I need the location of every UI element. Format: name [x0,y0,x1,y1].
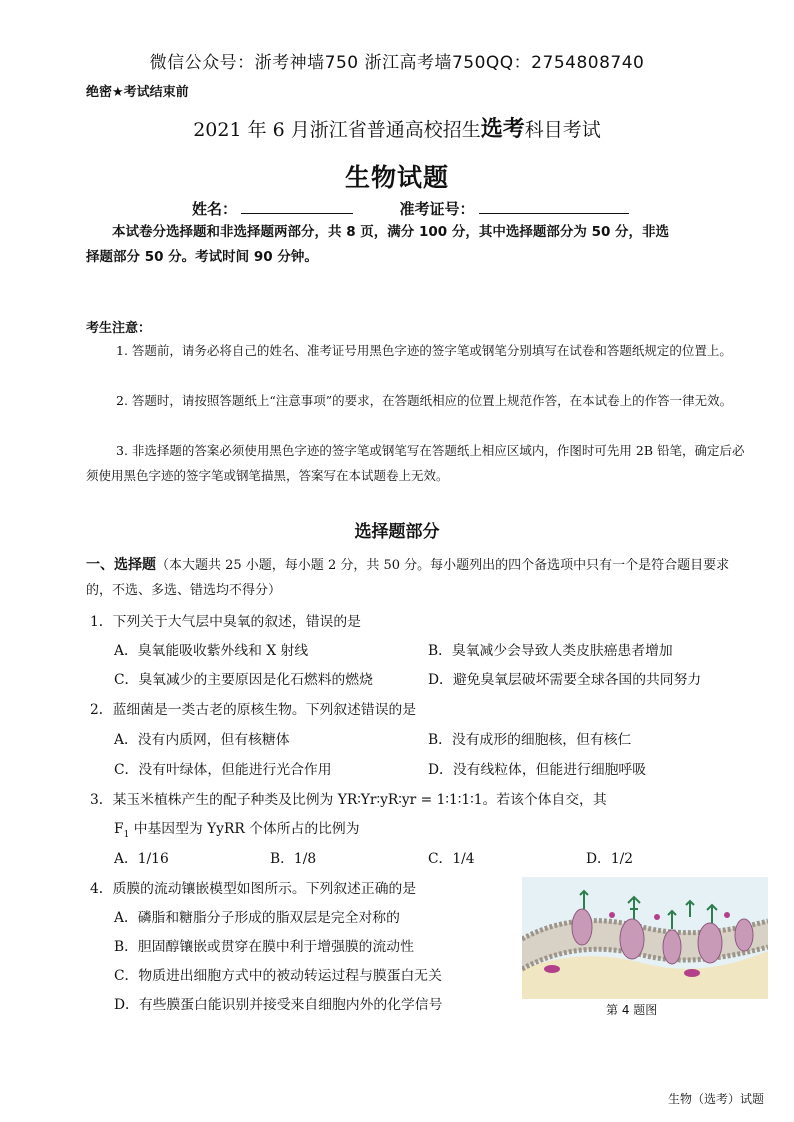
name-blank [241,199,353,214]
note-item-1: 1. 答题前，请务必将自己的姓名、准考证号用黑色字迹的签字笔或钢笔分别填写在试卷和答题纸规定的位置上。 [116,343,732,358]
question-2-stem: 2．蓝细菌是一类古老的原核生物。下列叙述错误的是 [90,702,417,718]
note-item-3: 3. 非选择题的答案必须使用黑色字迹的签字笔或钢笔写在答题纸上相应区域内，作图时可先用 2B 铅笔，确定后必须使用黑色字迹的签字笔或钢笔描黑，答案写在本试题卷上无效。 [86,443,745,483]
question-4-option-d: D．有些膜蛋白能识别并接受来自细胞内外的化学信号 [114,997,443,1013]
exam-title-pre: 2021 年 6 月浙江省普通高校招生 [193,119,481,141]
intro-line-2: 择题部分 50 分。考试时间 90 分钟。 [86,249,318,265]
name-label: 姓名： [192,200,238,218]
part-one-label: 一、选择题 [86,557,156,573]
intro-paragraph [86,220,746,270]
question-1-option-d: D．避免臭氧层破坏需要全球各国的共同努力 [428,672,702,688]
paper-title: 生物试题 [344,163,449,192]
question-3-option-a: A．1/16 [114,851,169,867]
question-1-option-a: A．臭氧能吸收紫外线和 X 射线 [114,643,309,659]
question-3-option-c: C．1/4 [428,851,475,867]
notes-title: 考生注意： [86,321,152,336]
confidential-label: 绝密★考试结束前 [86,85,189,100]
note-item-2: 2. 答题时，请按照答题纸上“注意事项”的要求，在答题纸相应的位置上规范作答，在本试卷上的作答一律无效。 [116,393,733,408]
part-one-desc: （本大题共 25 小题，每小题 2 分，共 50 分。每小题列出的四个备选项中只有一个是符合题目要求的，不选、多选、错选均不得分） [86,558,730,598]
candidate-fields [192,198,629,219]
question-2-option-d: D．没有线粒体，但能进行细胞呼吸 [428,762,647,778]
watermark-text: 微信公众号：浙考神墙750 浙江高考墙750QQ：2754808740 [149,53,645,73]
page-footer: 生物（选考）试题 [668,1092,765,1106]
exam-title [0,112,794,143]
question-4-option-b: B．胆固醇镶嵌或贯穿在膜中利于增强膜的流动性 [114,939,414,955]
question-3-stem-rest: 中基因型为 YyRR 个体所占的比例为 [129,821,360,837]
question-3-option-d: D．1/2 [586,851,634,867]
question-2-option-c: C．没有叶绿体，但能进行光合作用 [114,762,332,778]
question-2-option-a: A．没有内质网，但有核糖体 [114,732,290,748]
question-3-option-b: B．1/8 [270,851,317,867]
question-1-option-b: B．臭氧减少会导致人类皮肤癌患者增加 [428,643,673,659]
exam-title-post: 科目考试 [524,119,601,141]
question-4-option-c: C．物质进出细胞方式中的被动转运过程与膜蛋白无关 [114,968,442,984]
membrane-illustration [522,877,768,999]
question-4-stem: 4．质膜的流动镶嵌模型如图所示。下列叙述正确的是 [90,881,417,897]
id-blank [479,199,629,214]
question-3-stem: 3．某玉米植株产生的配子种类及比例为 YR∶Yr∶yR∶yr = 1∶1∶1∶1。若该个体自交，其 [90,792,607,808]
intro-line-1: 本试卷分选择题和非选择题两部分，共 8 页，满分 100 分，其中选择题部分为 50 分，非选 [112,224,670,240]
figure-caption: 第 4 题图 [606,1003,658,1017]
exam-title-strong: 选考 [480,116,525,142]
question-3-stem-line-2 [114,817,360,840]
question-2-option-b: B．没有成形的细胞核，但有核仁 [428,732,632,748]
question-1-stem: 1．下列关于大气层中臭氧的叙述，错误的是 [90,614,361,630]
section-title: 选择题部分 [354,522,440,542]
f1-subscript: 1 [123,829,130,840]
membrane-figure [522,877,768,999]
question-4-option-a: A．磷脂和糖脂分子形成的脂双层是完全对称的 [114,910,400,926]
part-one-heading [86,553,746,603]
f1-label: F [114,821,124,837]
question-1-option-c: C．臭氧减少的主要原因是化石燃料的燃烧 [114,672,373,688]
id-label: 准考证号： [399,200,475,218]
